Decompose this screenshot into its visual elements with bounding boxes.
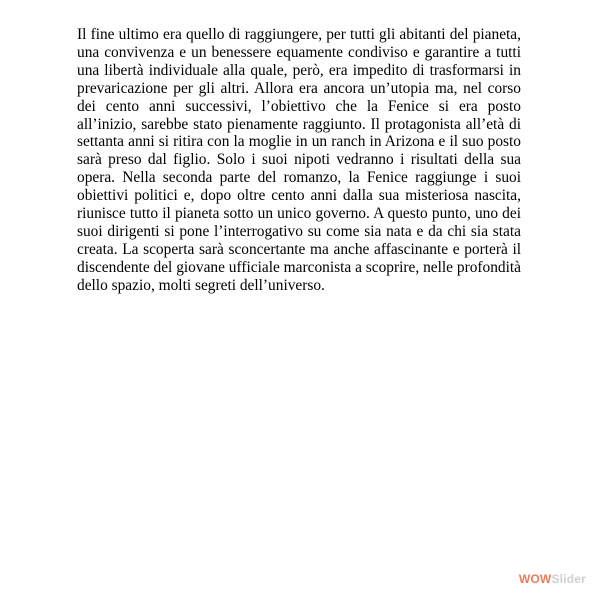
- watermark-slider-text: Slider: [551, 572, 586, 586]
- body-paragraph: Il fine ultimo era quello di raggiungere, per tutti gli abitanti del pianeta, una convivenza e un benessere equamente condiviso e garantire a tutti una libertà individuale alla quale, però, era impedito di trasformarsi in prevaricazione per gli altri. Allora era ancora un’utopia ma, nel corso dei cento anni successivi, l’obiettivo che la Fenice si era posto all’inizio, sarebbe stato pienamente raggiunto. Il protagonista all’età di settanta anni si ritira con la moglie in un ranch in Arizona e il suo posto sarà preso dal figlio. Solo i suoi nipoti vedranno i risultati della sua opera. Nella seconda parte del romanzo, la Fenice raggiunge i suoi obiettivi politici e, dopo oltre cento anni dalla sua misteriosa nascita, riunisce tutto il pianeta sotto un unico governo. A questo punto, uno dei suoi dirigenti si pone l’interrogativo su come sia nata e da chi sia stata creata. La scoperta sarà sconcertante ma anche affascinante e porterà il discendente del giovane ufficiale marconista a scoprire, nelle profondità dello spazio, molti segreti dell’universo.: [77, 26, 521, 294]
- watermark-wow-text: WOW: [518, 572, 552, 586]
- wowslider-watermark: [519, 572, 586, 586]
